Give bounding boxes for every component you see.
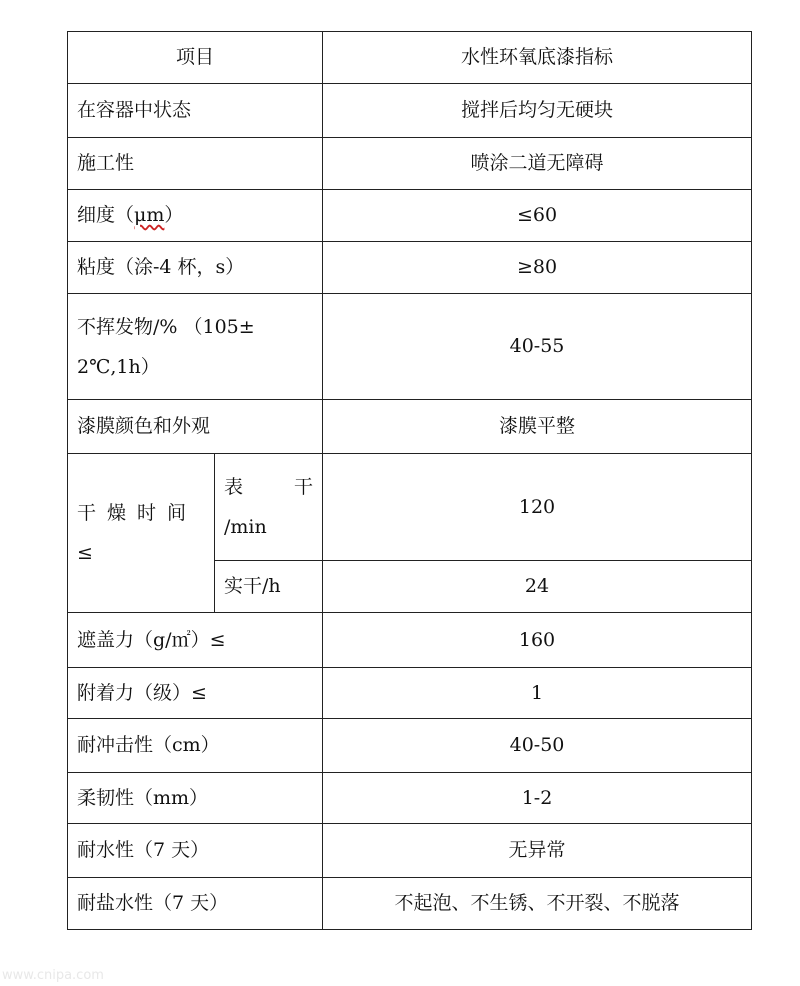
surface-dry-char2: 干 xyxy=(294,476,314,498)
row-item: 在容器中状态 xyxy=(68,84,323,138)
row-item xyxy=(68,190,323,242)
row-value: 喷涂二道无障碍 xyxy=(323,138,752,190)
drying-time-line2: ≤ xyxy=(77,542,93,564)
table-row xyxy=(68,242,752,294)
surface-dry-unit: /min xyxy=(224,516,267,538)
row-value: 160 xyxy=(323,613,752,668)
row-item: 施工性 xyxy=(68,138,323,190)
row-item: 漆膜颜色和外观 xyxy=(68,400,323,454)
row-value: 1-2 xyxy=(323,773,752,824)
row-item: 耐水性（7 天） xyxy=(68,824,323,878)
table-row xyxy=(68,84,752,138)
table-row xyxy=(68,138,752,190)
drying-time-line1: 干燥时间 xyxy=(77,502,198,524)
surface-dry-char1: 表 xyxy=(224,476,244,498)
table-row xyxy=(68,719,752,773)
row-item: 柔韧性（mm） xyxy=(68,773,323,824)
row-value: 漆膜平整 xyxy=(323,400,752,454)
hard-dry-value: 24 xyxy=(323,561,752,613)
nonvolatile-line2: 2℃,1h） xyxy=(77,355,160,378)
row-value: 40-50 xyxy=(323,719,752,773)
header-item: 项目 xyxy=(68,32,323,84)
row-value: 40-55 xyxy=(323,294,752,400)
table-row xyxy=(68,878,752,930)
table-header-row xyxy=(68,32,752,84)
drying-time-label xyxy=(68,454,215,613)
table-row xyxy=(68,400,752,454)
row-item: 粘度（涂-4 杯，s） xyxy=(68,242,323,294)
hard-dry-label: 实干/h xyxy=(215,561,323,613)
header-value: 水性环氧底漆指标 xyxy=(323,32,752,84)
fineness-unit: μm xyxy=(134,204,165,226)
watermark: www.cnipa.com xyxy=(2,968,104,983)
row-value: 不起泡、不生锈、不开裂、不脱落 xyxy=(323,878,752,930)
table-row xyxy=(68,294,752,400)
surface-dry-label xyxy=(215,454,323,561)
row-item xyxy=(68,294,323,400)
row-value: 1 xyxy=(323,668,752,719)
row-item: 附着力（级）≤ xyxy=(68,668,323,719)
table-row xyxy=(68,824,752,878)
row-item: 遮盖力（g/㎡）≤ xyxy=(68,613,323,668)
row-value: ≤60 xyxy=(323,190,752,242)
surface-dry-value: 120 xyxy=(323,454,752,561)
fineness-prefix: 细度（ xyxy=(77,204,135,226)
table-row xyxy=(68,668,752,719)
row-value: ≥80 xyxy=(323,242,752,294)
table-row xyxy=(68,613,752,668)
row-value: 无异常 xyxy=(323,824,752,878)
nonvolatile-line1: 不挥发物/% （105± xyxy=(77,315,255,338)
row-item: 耐盐水性（7 天） xyxy=(68,878,323,930)
fineness-suffix: ） xyxy=(164,204,184,226)
table-row-drying-surface xyxy=(68,454,752,561)
spec-table xyxy=(67,31,752,930)
table-row xyxy=(68,773,752,824)
row-item: 耐冲击性（cm） xyxy=(68,719,323,773)
row-value: 搅拌后均匀无硬块 xyxy=(323,84,752,138)
table-row xyxy=(68,190,752,242)
